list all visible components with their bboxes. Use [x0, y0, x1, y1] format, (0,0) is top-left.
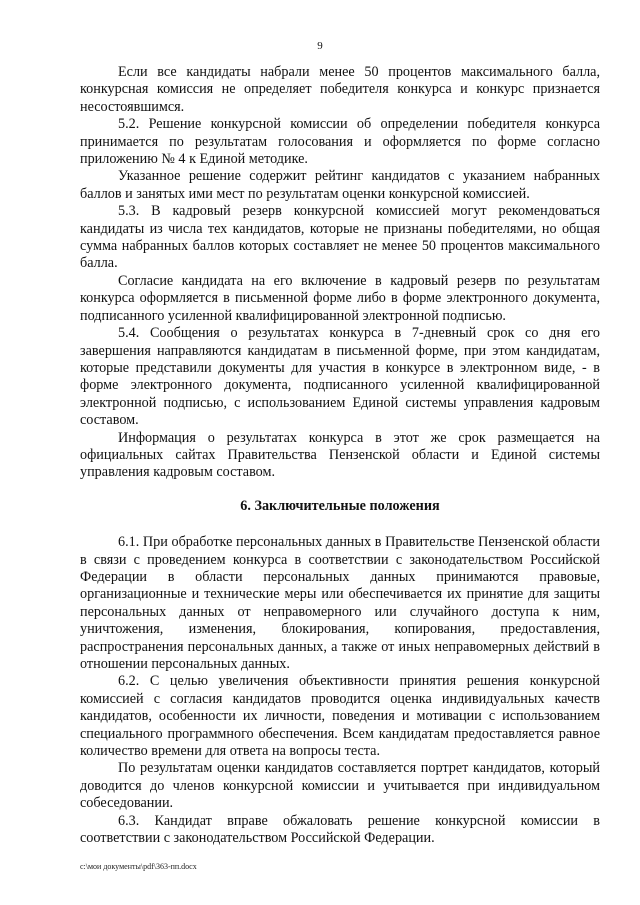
document-body	[80, 64, 600, 847]
paragraph: 6.1. При обработке персональных данных в Правительстве Пензенской области в связи с проведением конкурса в соответствии с законодательством Российской Федерации в области персональных данных принимаются правовые, организационные и технические меры или обеспечивается их принятие для защиты персональных данных от неправомерного или случайного доступа к ним, уничтожения, изменения, блокирования, копирования, предоставления, распространения персональных данных, а также от иных неправомерных действий в отношении персональных данных.	[80, 534, 600, 672]
footer-file-path: c:\мои документы\pdf\363-пп.docx	[80, 862, 197, 871]
paragraph: Если все кандидаты набрали менее 50 процентов максимального балла, конкурсная комиссия не определяет победителя конкурса и конкурс признается несостоявшимся.	[80, 64, 600, 115]
paragraph: 6.2. С целью увеличения объективности принятия решения конкурсной комиссией с согласия кандидатов проводится оценка индивидуальных качеств кандидатов, особенности их личности, поведения и мотивации с использованием специального программного обеспечения. Всем кандидатам предоставляется равное количество времени для ответа на вопросы теста.	[80, 673, 600, 760]
section-heading: 6. Заключительные положения	[240, 497, 440, 514]
paragraph: Согласие кандидата на его включение в кадровый резерв по результатам конкурса оформляется в письменной форме либо в форме электронного документа, подписанного усиленной квалифицированной электронной подписью.	[80, 272, 600, 324]
paragraph: 5.3. В кадровый резерв конкурсной комиссией могут рекомендоваться кандидаты из числа тех кандидатов, которые не признаны победителями, но общая сумма набранных баллов которых составляет не менее 50 процентов максимального балла.	[80, 203, 600, 272]
paragraph: 5.2. Решение конкурсной комиссии об определении победителя конкурса принимается по результатам голосования и оформляется по форме согласно приложению № 4 к Единой методике.	[80, 116, 600, 168]
paragraph: По результатам оценки кандидатов составляется портрет кандидатов, который доводится до членов конкурсной комиссии и учитывается при индивидуальном собеседовании.	[80, 760, 600, 812]
paragraph: 5.4. Сообщения о результатах конкурса в 7-дневный срок со дня его завершения направляются кандидатам в письменной форме, при этом кандидатам, которые представили документы для участия в конкурсе в электронном виде, - в форме электронного документа, подписанного усиленной квалифицированной электронной подписью, с использованием Единой системы управления кадровым составом.	[80, 325, 600, 429]
paragraph: Указанное решение содержит рейтинг кандидатов с указанием набранных баллов и занятых ими мест по результатам оценки конкурсной комиссией.	[80, 168, 600, 202]
paragraph: Информация о результатах конкурса в этот же срок размещается на официальных сайтах Правительства Пензенской области и Единой системы управления кадровым составом.	[80, 429, 600, 481]
paragraph: 6.3. Кандидат вправе обжаловать решение конкурсной комиссии в соответствии с законодательством Российской Федерации.	[80, 812, 600, 847]
page-number: 9	[317, 40, 323, 52]
